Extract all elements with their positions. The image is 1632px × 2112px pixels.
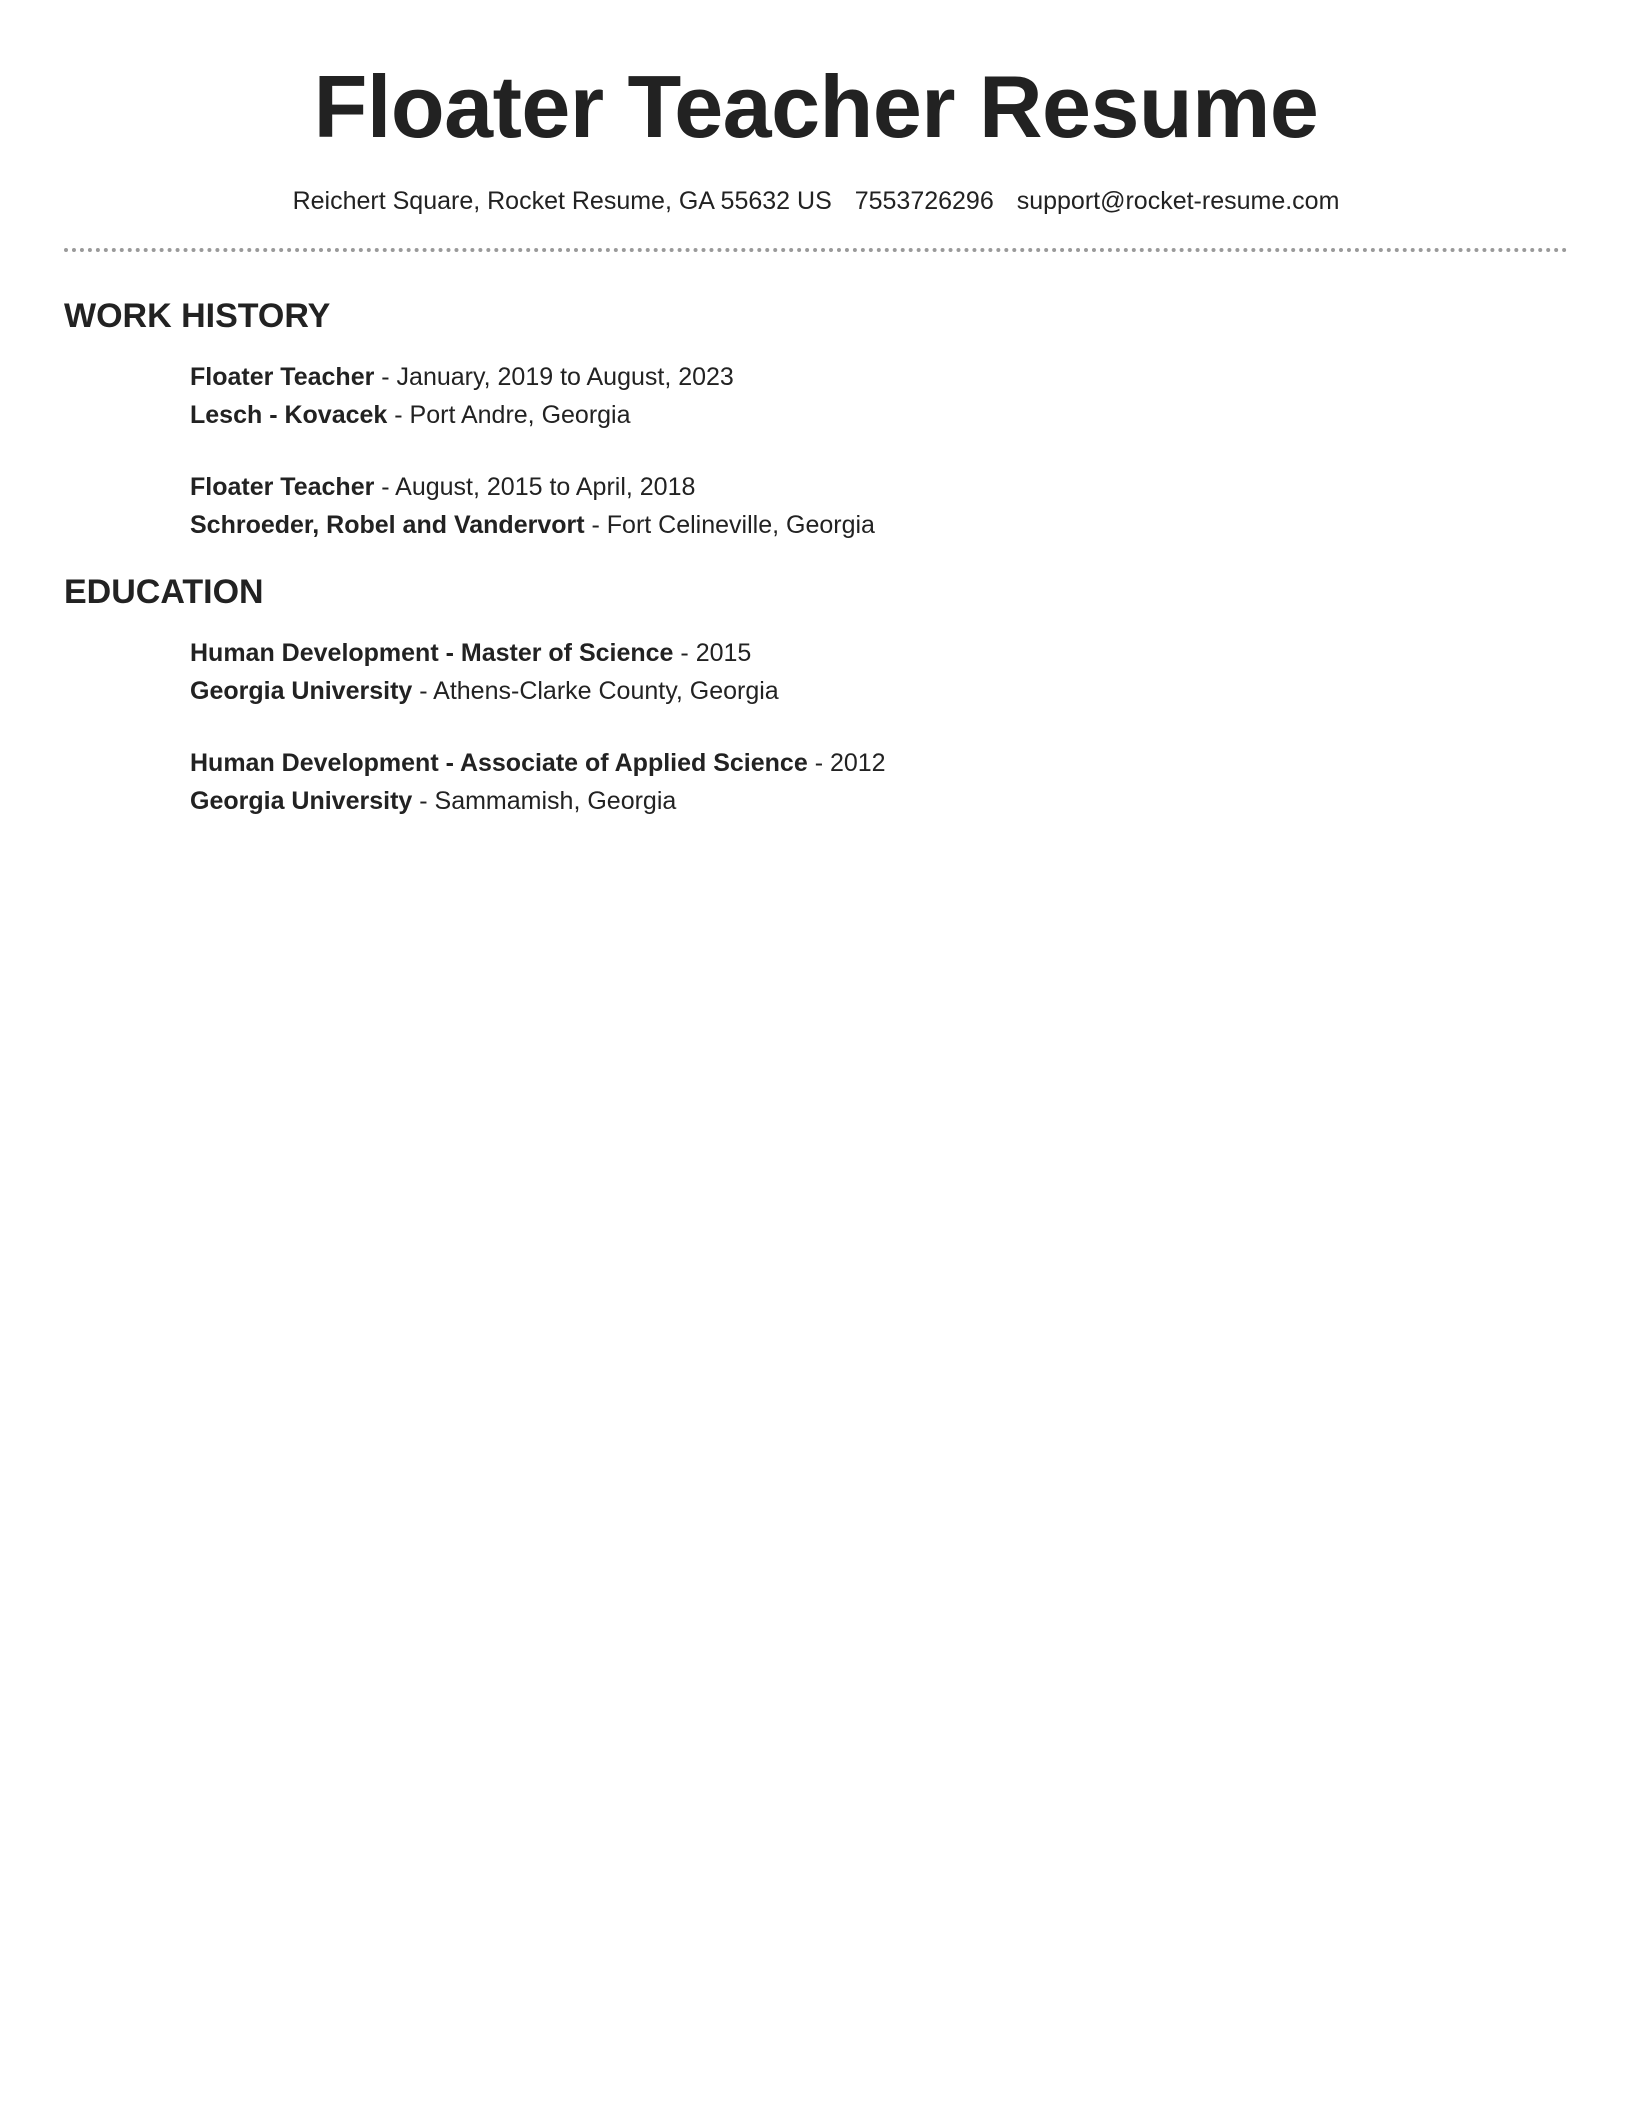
separator: - (584, 511, 607, 539)
work-entry-location: Port Andre, Georgia (409, 401, 631, 429)
separator: - (374, 363, 397, 391)
education-entry-degree: Human Development - Associate of Applied Science (190, 749, 808, 777)
education-entry (190, 744, 1568, 820)
work-entry-employer-line (190, 506, 1568, 544)
work-history-entries (64, 358, 1568, 544)
work-entry-dates: January, 2019 to August, 2023 (396, 363, 734, 391)
separator: - (673, 639, 696, 667)
work-entry-dates: August, 2015 to April, 2018 (395, 473, 696, 501)
separator: - (387, 401, 410, 429)
education-heading: EDUCATION (64, 573, 264, 611)
work-entry-role: Floater Teacher (190, 473, 375, 501)
separator: - (412, 787, 435, 815)
header-divider (64, 248, 1568, 252)
work-history-heading: WORK HISTORY (64, 297, 331, 335)
work-entry (190, 358, 1568, 434)
work-history-section (64, 296, 1568, 544)
education-entry-school-line (190, 782, 1568, 820)
contact-phone: 7553726296 (854, 187, 994, 215)
education-entries (64, 634, 1568, 820)
work-entry-role-line (190, 468, 1568, 506)
education-entry-school: Georgia University (190, 677, 413, 705)
education-entry (190, 634, 1568, 710)
education-entry-location: Sammamish, Georgia (434, 787, 677, 815)
separator: - (412, 677, 434, 705)
resume-title: Floater Teacher Resume (313, 57, 1319, 156)
education-entry-school: Georgia University (190, 787, 413, 815)
education-entry-location: Athens-Clarke County, Georgia (433, 677, 779, 705)
work-entry (190, 468, 1568, 544)
separator: - (807, 749, 830, 777)
education-entry-degree-line (190, 744, 1568, 782)
resume-header (64, 0, 1568, 218)
contact-line (64, 184, 1568, 218)
contact-address: Reichert Square, Rocket Resume, GA 55632 US (292, 187, 832, 215)
contact-email: support@rocket-resume.com (1016, 187, 1340, 215)
work-entry-role: Floater Teacher (190, 363, 375, 391)
education-entry-degree-line (190, 634, 1568, 672)
separator: - (374, 473, 396, 501)
work-entry-location: Fort Celineville, Georgia (606, 511, 875, 539)
education-entry-year: 2012 (829, 749, 886, 777)
work-entry-role-line (190, 358, 1568, 396)
education-entry-year: 2015 (695, 639, 752, 667)
education-entry-school-line (190, 672, 1568, 710)
education-section (64, 572, 1568, 820)
work-entry-employer: Lesch - Kovacek (190, 401, 388, 429)
work-entry-employer: Schroeder, Robel and Vandervort (190, 511, 585, 539)
work-entry-employer-line (190, 396, 1568, 434)
education-entry-degree: Human Development - Master of Science (190, 639, 674, 667)
